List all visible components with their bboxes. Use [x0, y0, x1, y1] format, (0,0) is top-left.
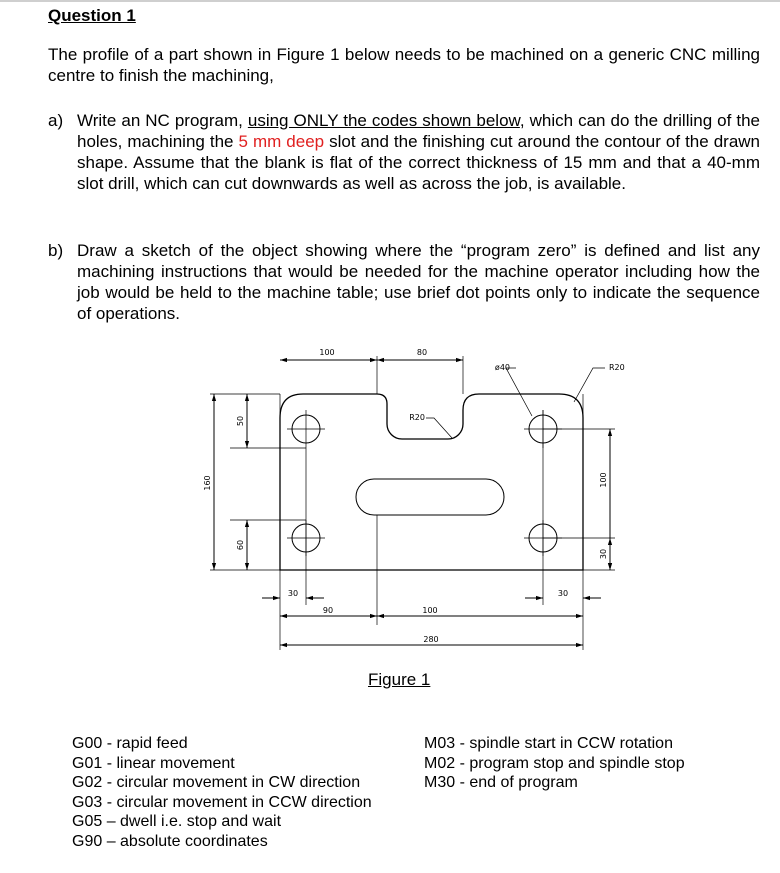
- code-line: G90 – absolute coordinates: [72, 832, 268, 850]
- dim-100-bottom: 100: [422, 606, 438, 615]
- code-line: G05 – dwell i.e. stop and wait: [72, 813, 282, 830]
- question-title: Question 1: [48, 6, 136, 25]
- code-line: G01 - linear movement: [72, 754, 235, 772]
- dim-100-right: 100: [599, 472, 608, 488]
- dim-280: 280: [423, 635, 439, 644]
- part-outline: [280, 394, 583, 570]
- part-b-text: Draw a sketch of the object showing where the “program zero” is defined and list any machining instructions that would be needed for the machine operator including how the job would be held to the machine table; use brief dot points only to indicate the sequence of operations.: [77, 241, 760, 323]
- dim-30-right-vert: 30: [599, 548, 608, 560]
- dim-100-top: 100: [319, 348, 335, 357]
- part-a-highlight: 5 mm deep: [238, 132, 325, 151]
- dim-80-top: 80: [416, 348, 428, 357]
- code-line: M02 - program stop and spindle stop: [424, 754, 685, 772]
- part-a: [48, 110, 760, 194]
- part-a-text-3: slot and the finishing cut around the contour of the drawn shape. Assume that the blank is flat of the correct thickness of 15 mm and that a 40-mm slot drill, which can cut downwards as well as across the job, is available.: [77, 132, 761, 193]
- code-line: M03 - spindle start in CCW rotation: [424, 735, 673, 752]
- m-codes-list: [424, 734, 685, 793]
- slot: [356, 479, 504, 515]
- code-line: G03 - circular movement in CCW direction: [72, 793, 372, 811]
- dim-phi40: ø40: [494, 363, 510, 372]
- dim-r20-right: R20: [609, 363, 625, 372]
- part-b: [48, 240, 760, 324]
- figure-caption: Figure 1: [368, 670, 431, 689]
- dim-r20-mid: R20: [409, 413, 425, 422]
- code-line: M30 - end of program: [424, 774, 578, 791]
- part-a-label: a): [48, 111, 64, 130]
- part-a-text: [77, 110, 760, 194]
- part-a-text-2: , which can do the drilling of the holes, machining the: [77, 111, 760, 151]
- part-a-underlined: using ONLY the codes shown below: [247, 111, 520, 130]
- dim-50: 50: [236, 415, 245, 427]
- top-rule: [0, 0, 780, 2]
- dim-60: 60: [236, 539, 245, 551]
- part-b-label: b): [48, 241, 64, 260]
- dim-160: 160: [203, 475, 212, 491]
- code-line: G02 - circular movement in CW direction: [72, 774, 361, 791]
- dim-90: 90: [322, 606, 334, 615]
- g-codes-list: [72, 734, 372, 851]
- dim-30-left: 30: [287, 589, 299, 598]
- code-line: G00 - rapid feed: [72, 735, 188, 752]
- part-a-text-1: Write an NC program,: [77, 111, 248, 130]
- dim-30-right: 30: [557, 589, 569, 598]
- question-intro: The profile of a part shown in Figure 1 below needs to be machined on a generic CNC milling centre to finish the machining,: [48, 45, 760, 85]
- figure-drawing: [190, 340, 630, 665]
